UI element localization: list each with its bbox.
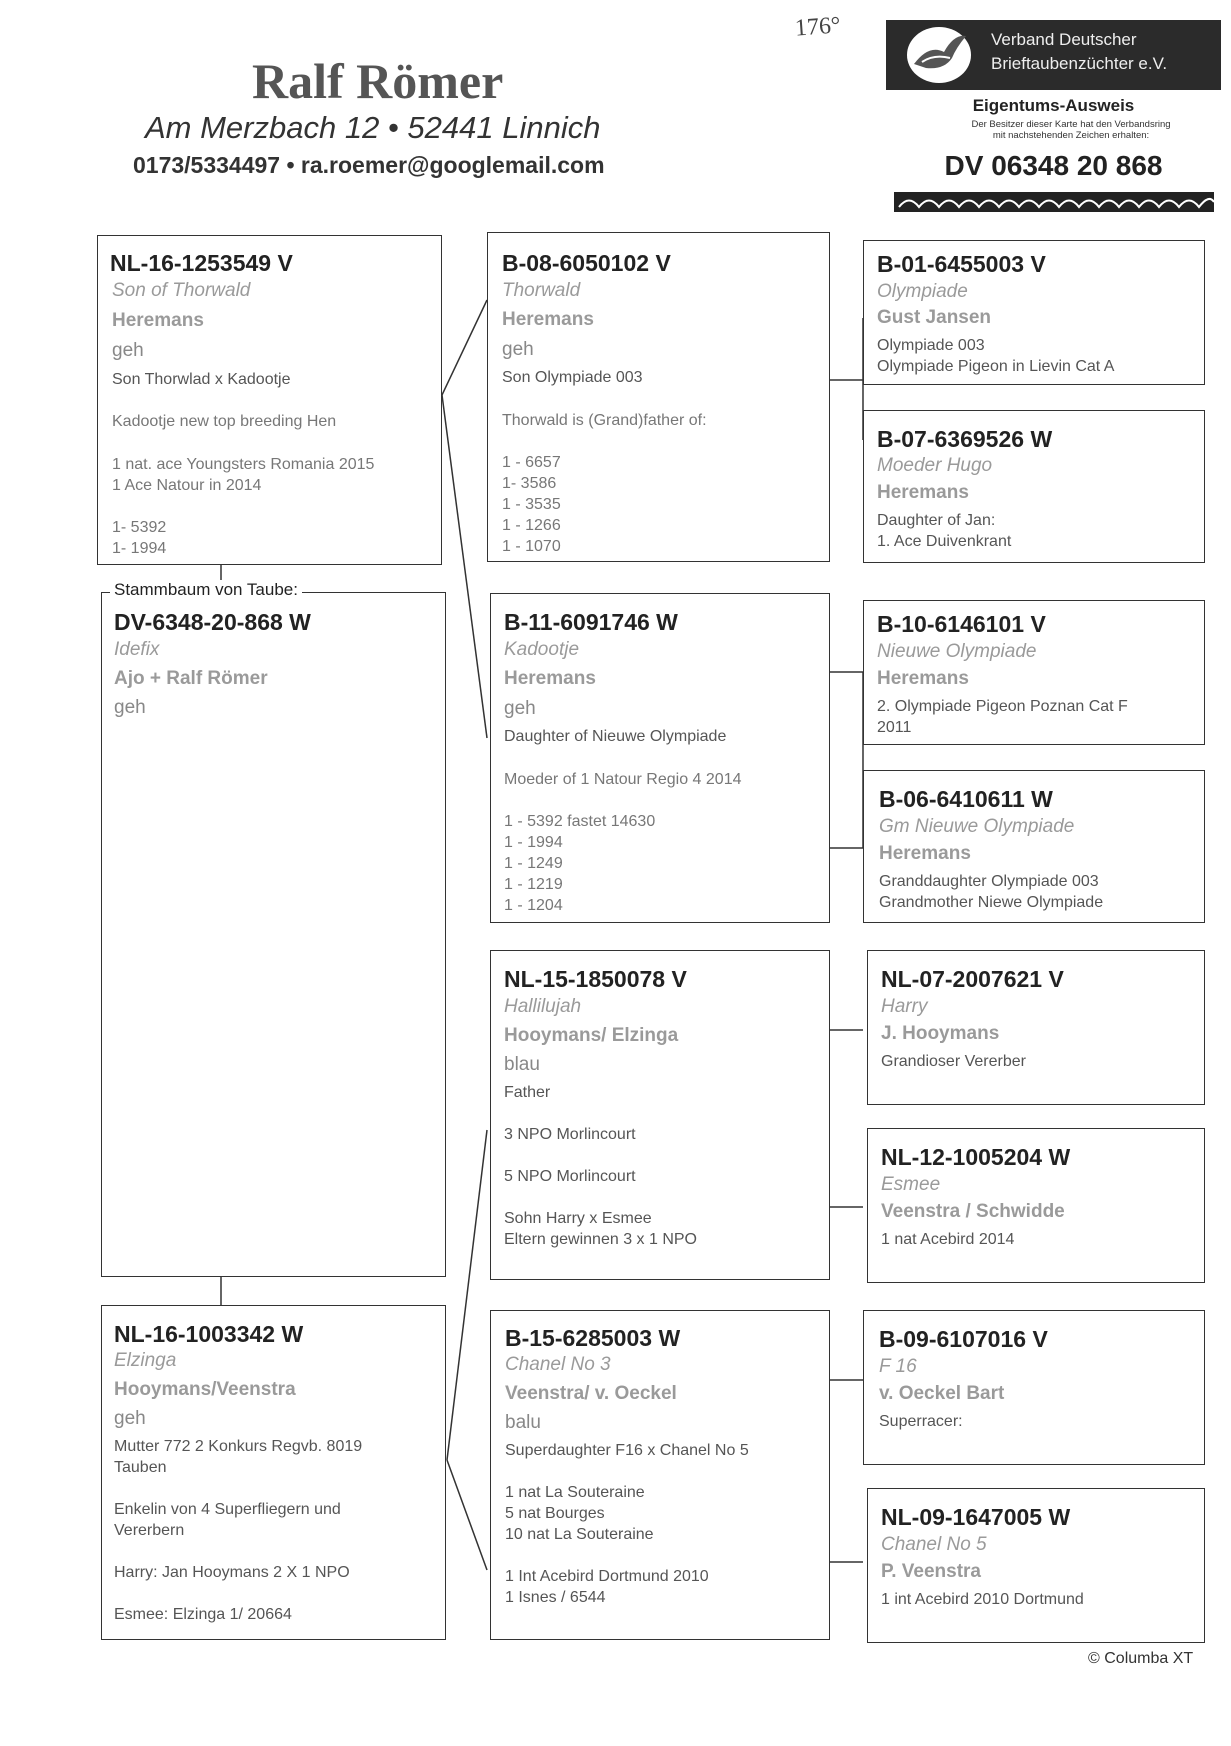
father-box xyxy=(97,235,442,565)
mfm-name: Esmee xyxy=(881,1174,941,1195)
fmf-note: 2. Olympiade Pigeon Poznan Cat F xyxy=(877,698,1128,715)
ffm-ring: B-07-6369526 W xyxy=(877,426,1053,452)
mm-breeder: Veenstra/ v. Oeckel xyxy=(505,1383,677,1404)
ffm-note: 1. Ace Duivenkrant xyxy=(877,533,1012,550)
father-note: 1 Ace Natour in 2014 xyxy=(112,477,262,494)
mmm-ring: NL-09-1647005 W xyxy=(881,1504,1071,1530)
fm-name: Kadootje xyxy=(504,639,580,660)
mf-note: 3 NPO Morlincourt xyxy=(504,1126,636,1143)
ff-note: Thorwald is (Grand)father of: xyxy=(502,412,707,429)
mother-color: geh xyxy=(114,1408,146,1429)
handwritten-note: 176° xyxy=(794,12,842,42)
ff-note: 1- 3586 xyxy=(502,475,557,492)
ggp-box-fmm xyxy=(863,770,1205,923)
ownership-card-title: Eigentums-Ausweis xyxy=(972,96,1135,115)
mother-ring: NL-16-1003342 W xyxy=(114,1321,304,1347)
mf-note: Father xyxy=(504,1084,551,1101)
fmm-name: Gm Nieuwe Olympiade xyxy=(879,816,1075,837)
ownership-ring-number: DV 06348 20 868 xyxy=(944,150,1163,181)
owner-contact: 0173/5334497 • ra.roemer@googlemail.com xyxy=(133,152,605,178)
fm-note: 1 - 1249 xyxy=(504,855,563,872)
mm-note: 10 nat La Souteraine xyxy=(505,1526,654,1543)
ff-note: Son Olympiade 003 xyxy=(502,369,643,386)
fm-note: 1 - 1219 xyxy=(504,876,563,893)
owner-name: Ralf Römer xyxy=(252,53,504,109)
mf-note: Sohn Harry x Esmee xyxy=(504,1210,652,1227)
fff-ring: B-01-6455003 V xyxy=(877,251,1046,277)
mother-note: Esmee: Elzinga 1/ 20664 xyxy=(114,1606,292,1623)
fff-breeder: Gust Jansen xyxy=(877,307,992,328)
mm-note: 1 Int Acebird Dortmund 2010 xyxy=(505,1568,709,1585)
mm-note: Superdaughter F16 x Chanel No 5 xyxy=(505,1442,749,1459)
mm-ring: B-15-6285003 W xyxy=(505,1325,681,1351)
owner-address: Am Merzbach 12 • 52441 Linnich xyxy=(145,110,601,145)
father-breeder: Heremans xyxy=(112,310,204,331)
mother-breeder: Hooymans/Veenstra xyxy=(114,1379,296,1400)
ggp-box-fmf xyxy=(863,600,1205,745)
org-name-line2: Brieftaubenzüchter e.V. xyxy=(991,54,1168,73)
fmf-name: Nieuwe Olympiade xyxy=(877,641,1037,662)
mother-note: Mutter 772 2 Konkurs Regvb. 8019 xyxy=(114,1438,363,1455)
fmm-note: Grandmother Niewe Olympiade xyxy=(879,894,1104,911)
mff-ring: NL-07-2007621 V xyxy=(881,966,1064,992)
fmf-ring: B-10-6146101 V xyxy=(877,611,1046,637)
mmm-name: Chanel No 5 xyxy=(881,1534,987,1555)
fm-note: Moeder of 1 Natour Regio 4 2014 xyxy=(504,771,742,788)
mm-name: Chanel No 3 xyxy=(505,1354,611,1375)
footer-copyright: © Columba XT xyxy=(1088,1650,1194,1667)
subject-name: Idefix xyxy=(114,639,160,660)
fff-name: Olympiade xyxy=(877,281,968,302)
father-note: 1- 5392 xyxy=(112,519,167,536)
ggp-box-mff xyxy=(867,950,1205,1105)
ownership-card xyxy=(886,20,1221,230)
ff-note: 1 - 3535 xyxy=(502,496,561,513)
mm-color: balu xyxy=(505,1412,541,1433)
mmf-note: Superracer: xyxy=(879,1413,963,1430)
mother-note: Tauben xyxy=(114,1459,167,1476)
father-note: 1 nat. ace Youngsters Romania 2015 xyxy=(112,456,375,473)
mmm-note: 1 int Acebird 2010 Dortmund xyxy=(881,1591,1084,1608)
fm-ring: B-11-6091746 W xyxy=(504,609,678,635)
mother-name: Elzinga xyxy=(114,1350,177,1371)
fm-note: 1 - 1204 xyxy=(504,897,563,914)
ff-note: 1 - 1070 xyxy=(502,538,561,555)
paternal-grandmother-box xyxy=(490,593,830,923)
mmm-breeder: P. Veenstra xyxy=(881,1561,982,1582)
mother-box xyxy=(101,1305,446,1640)
ff-color: geh xyxy=(502,339,534,360)
mmf-name: F 16 xyxy=(879,1356,917,1377)
fff-note: Olympiade 003 xyxy=(877,337,985,354)
fm-note: 1 - 5392 fastet 14630 xyxy=(504,813,656,830)
father-color: geh xyxy=(112,340,144,361)
fm-breeder: Heremans xyxy=(504,668,596,689)
decorative-border-pattern xyxy=(894,192,1214,212)
description-line1: Der Besitzer dieser Karte hat den Verbandsring xyxy=(971,119,1171,130)
fmm-breeder: Heremans xyxy=(879,843,971,864)
mmf-ring: B-09-6107016 V xyxy=(879,1326,1048,1352)
fmm-note: Granddaughter Olympiade 003 xyxy=(879,873,1099,890)
mf-note: Eltern gewinnen 3 x 1 NPO xyxy=(504,1231,697,1248)
subject-breeder: Ajo + Ralf Römer xyxy=(114,668,268,689)
paternal-grandfather-box xyxy=(487,232,830,562)
maternal-grandfather-box xyxy=(490,950,830,1280)
mfm-note: 1 nat Acebird 2014 xyxy=(881,1231,1015,1248)
mm-note: 1 nat La Souteraine xyxy=(505,1484,645,1501)
mff-name: Harry xyxy=(881,996,928,1017)
ggp-box-mmf xyxy=(863,1310,1205,1465)
fm-color: geh xyxy=(504,698,536,719)
mff-breeder: J. Hooymans xyxy=(881,1023,1000,1044)
ff-ring: B-08-6050102 V xyxy=(502,250,671,276)
mf-ring: NL-15-1850078 V xyxy=(504,966,687,992)
father-name: Son of Thorwald xyxy=(112,280,251,301)
ownership-card-banner xyxy=(886,20,1221,90)
mother-note: Harry: Jan Hooymans 2 X 1 NPO xyxy=(114,1564,350,1581)
mother-note: Vererbern xyxy=(114,1522,185,1539)
subject-box xyxy=(101,592,446,1277)
ggp-box-ffm xyxy=(863,410,1205,563)
mff-note: Grandioser Vererber xyxy=(881,1053,1026,1070)
mfm-breeder: Veenstra / Schwidde xyxy=(881,1201,1065,1222)
ownership-card-description xyxy=(926,119,1216,141)
fmm-ring: B-06-6410611 W xyxy=(879,786,1053,812)
mfm-ring: NL-12-1005204 W xyxy=(881,1144,1071,1170)
ggp-box-mmm xyxy=(867,1488,1205,1643)
fmf-breeder: Heremans xyxy=(877,668,969,689)
fff-note: Olympiade Pigeon in Lievin Cat A xyxy=(877,358,1115,375)
ffm-note: Daughter of Jan: xyxy=(877,512,996,529)
mf-breeder: Hooymans/ Elzinga xyxy=(504,1025,679,1046)
description-line2: mit nachstehenden Zeichen erhalten: xyxy=(992,130,1150,141)
father-note: Kadootje new top breeding Hen xyxy=(112,413,337,430)
ff-note: 1 - 6657 xyxy=(502,454,561,471)
ffm-name: Moeder Hugo xyxy=(877,455,993,476)
father-note: 1- 1994 xyxy=(112,540,167,557)
ff-name: Thorwald xyxy=(502,280,581,301)
mf-note: 5 NPO Morlincourt xyxy=(504,1168,636,1185)
father-note: Son Thorwlad x Kadootje xyxy=(112,371,291,388)
ggp-box-mfm xyxy=(867,1128,1205,1283)
mother-note: Enkelin von 4 Superfliegern und xyxy=(114,1501,341,1518)
org-name-line1: Verband Deutscher xyxy=(991,30,1137,49)
fm-note: Daughter of Nieuwe Olympiade xyxy=(504,728,727,745)
mm-note: 5 nat Bourges xyxy=(505,1505,605,1522)
ff-note: 1 - 1266 xyxy=(502,517,561,534)
father-ring: NL-16-1253549 V xyxy=(110,250,293,276)
mmf-breeder: v. Oeckel Bart xyxy=(879,1383,1005,1404)
mf-color: blau xyxy=(504,1054,540,1075)
pedigree-label: Stammbaum von Taube: xyxy=(110,580,302,600)
ff-breeder: Heremans xyxy=(502,309,594,330)
fmf-note: 2011 xyxy=(877,719,912,736)
ffm-breeder: Heremans xyxy=(877,482,969,503)
pigeon-logo-icon xyxy=(904,24,974,86)
mf-name: Hallilujah xyxy=(504,996,582,1017)
fm-note: 1 - 1994 xyxy=(504,834,563,851)
ggp-box-fff xyxy=(863,240,1205,385)
maternal-grandmother-box xyxy=(490,1310,830,1640)
subject-ring: DV-6348-20-868 W xyxy=(114,609,311,635)
mm-note: 1 Isnes / 6544 xyxy=(505,1589,606,1606)
subject-color: geh xyxy=(114,697,146,718)
